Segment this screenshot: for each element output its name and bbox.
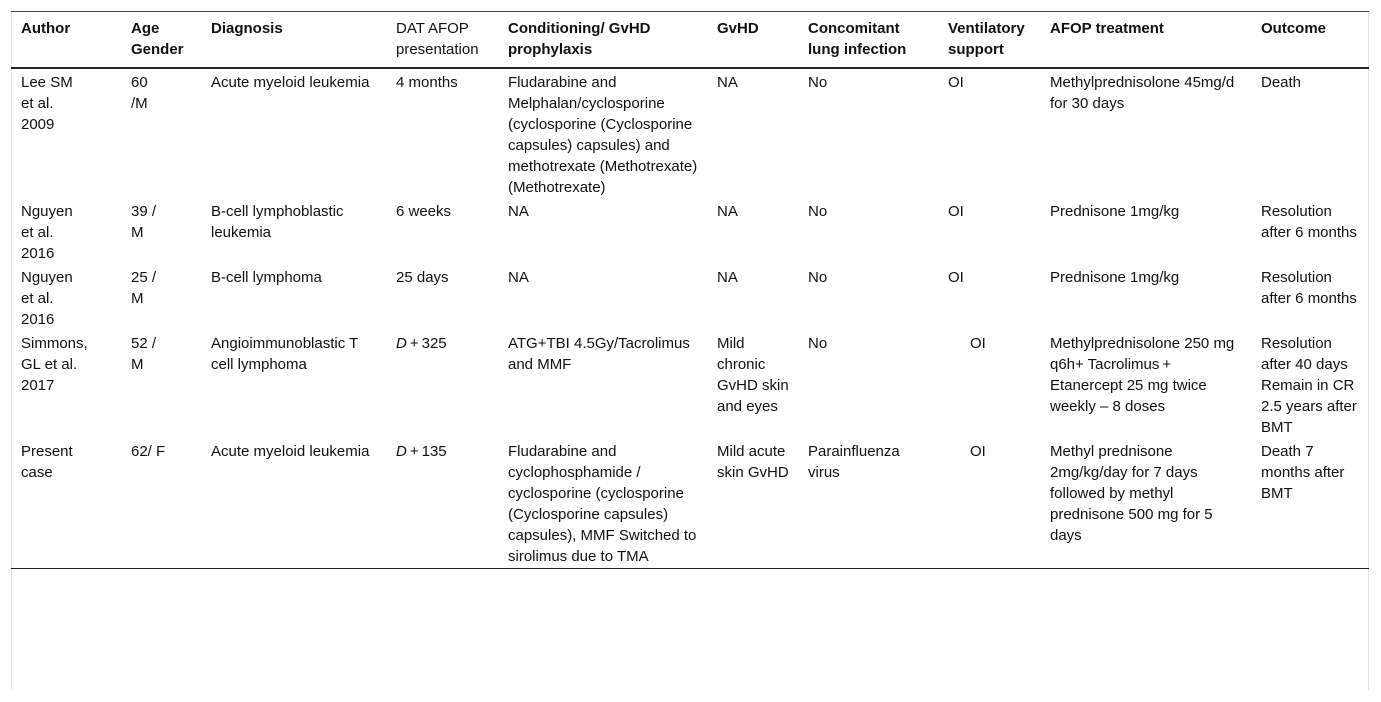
cell-outcome: Death (1261, 74, 1302, 91)
cell-gvhd: NA (717, 269, 738, 286)
cell-conditioning: NA (508, 269, 529, 286)
cell-dat (386, 331, 498, 439)
cell-dat: 25 days (396, 269, 449, 286)
header-dat-afop: DAT AFOP presentation (396, 20, 479, 58)
header-outcome: Outcome (1261, 20, 1327, 37)
case-comparison-table (11, 11, 1369, 569)
dat-day-value: + 135 (406, 443, 447, 460)
cell-author: Nguyen et al. 2016 (21, 269, 73, 328)
cell-dat: 6 weeks (396, 203, 452, 220)
cell-age-gender: 25 / M (131, 269, 157, 307)
cell-author: Lee SM et al. 2009 (21, 74, 73, 133)
header-gvhd: GvHD (717, 20, 759, 37)
dat-day-prefix: D (396, 443, 407, 460)
cell-outcome: Resolution after 40 days Remain in CR 2.5 years after BMT (1261, 335, 1357, 436)
cell-ventilatory: OI (948, 74, 964, 91)
header-age-gender: Age Gender (131, 20, 184, 58)
header-author: Author (21, 20, 71, 37)
cell-treatment: Methylprednisolone 250 mg q6h+ Tacrolimus + Etanercept 25 mg twice weekly – 8 doses (1050, 335, 1235, 415)
cell-treatment: Prednisone 1mg/kg (1050, 269, 1180, 286)
cell-conditioning: NA (508, 203, 529, 220)
cell-infection: No (808, 74, 828, 91)
dat-day-prefix: D (396, 335, 407, 352)
cell-outcome: Resolution after 6 months (1261, 269, 1357, 307)
table-row (11, 439, 1369, 569)
cell-conditioning: Fludarabine and Melphalan/cyclosporine (cyclosporine (Cyclosporine capsules) capsules) and methotrexate (Methotrexate) (Methotrexate) (508, 74, 698, 196)
table-row (11, 331, 1369, 439)
dat-day-value: + 325 (406, 335, 447, 352)
cell-age-gender: 39 / M (131, 203, 157, 241)
cell-infection: Parainfluenza virus (808, 443, 900, 481)
cell-author: Nguyen et al. 2016 (21, 203, 73, 262)
header-row (11, 12, 1369, 69)
cell-age-gender: 62/ F (131, 443, 166, 460)
cell-infection: No (808, 269, 828, 286)
cell-infection: No (808, 203, 828, 220)
header-afop-treatment: AFOP treatment (1050, 20, 1164, 37)
cell-diagnosis: Acute myeloid leukemia (211, 74, 370, 91)
cell-dat (386, 439, 498, 569)
header-lung-infection: Concomitant lung infection (808, 20, 907, 58)
cell-treatment: Methyl prednisone 2mg/kg/day for 7 days followed by methyl prednisone 500 mg for 5 days (1050, 443, 1213, 544)
cell-conditioning: ATG+TBI 4.5Gy/Tacrolimus and MMF (508, 335, 690, 373)
table-row (11, 68, 1369, 199)
cell-ventilatory: OI (970, 443, 986, 460)
cell-diagnosis: Angioimmunoblastic T cell lymphoma (211, 335, 359, 373)
cell-outcome: Resolution after 6 months (1261, 203, 1357, 241)
cell-age-gender: 52 / M (131, 335, 157, 373)
cell-ventilatory: OI (970, 335, 986, 352)
table-row (11, 199, 1369, 265)
cell-infection: No (808, 335, 828, 352)
cell-treatment: Methylprednisolone 45mg/d for 30 days (1050, 74, 1235, 112)
cell-ventilatory: OI (948, 203, 964, 220)
header-conditioning: Conditioning/ GvHD prophylaxis (508, 20, 651, 58)
header-diagnosis: Diagnosis (211, 20, 283, 37)
cell-dat: 4 months (396, 74, 458, 91)
cell-diagnosis: B-cell lymphoma (211, 269, 322, 286)
cell-author: Present case (21, 443, 73, 481)
table-row (11, 265, 1369, 331)
cell-gvhd: Mild chronic GvHD skin and eyes (717, 335, 789, 415)
cell-age-gender: 60 /M (131, 74, 148, 112)
cell-diagnosis: Acute myeloid leukemia (211, 443, 370, 460)
cell-author: Simmons, GL et al. 2017 (21, 335, 88, 394)
cell-treatment: Prednisone 1mg/kg (1050, 203, 1180, 220)
cell-gvhd: NA (717, 74, 738, 91)
cell-diagnosis: B-cell lymphoblastic leukemia (211, 203, 344, 241)
cell-conditioning: Fludarabine and cyclophosphamide / cyclosporine (cyclosporine (Cyclosporine capsules) capsules), MMF Switched to sirolimus due to TMA (508, 443, 697, 565)
cell-gvhd: Mild acute skin GvHD (717, 443, 789, 481)
header-ventilatory: Ventilatory support (948, 20, 1025, 58)
cell-outcome: Death 7 months after BMT (1261, 443, 1345, 502)
cell-ventilatory: OI (948, 269, 964, 286)
cell-gvhd: NA (717, 203, 738, 220)
